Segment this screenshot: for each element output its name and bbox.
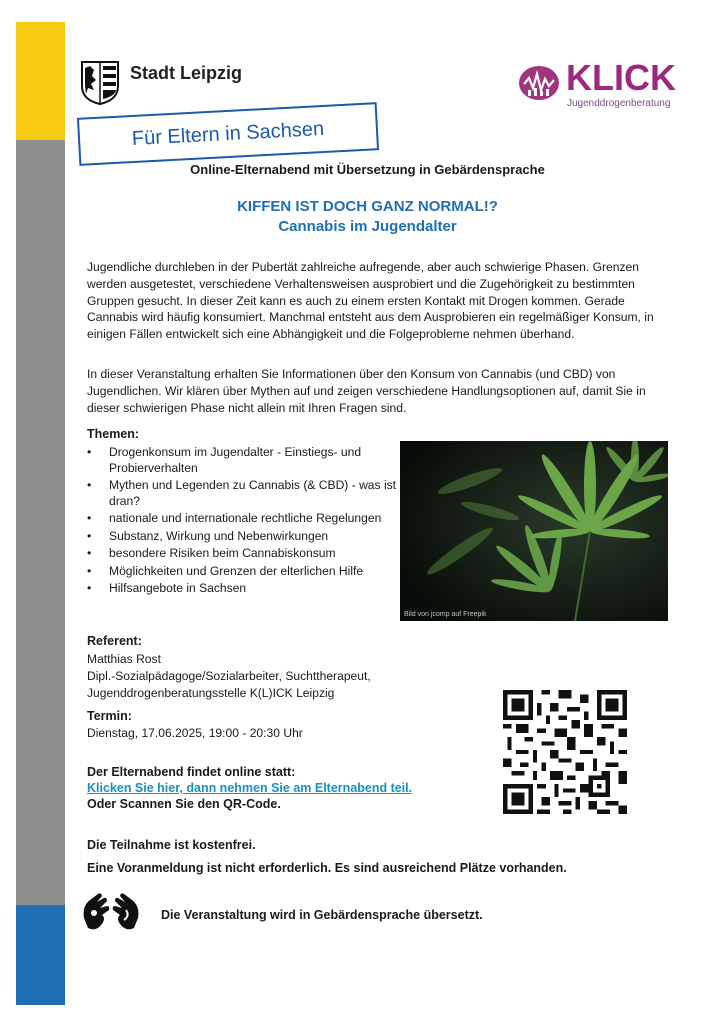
cannabis-photo [400,441,668,621]
qr-instruction: Oder Scannen Sie den QR-Code. [87,797,281,811]
list-item: • Möglichkeiten und Grenzen der elterlichen Hilfe [87,564,397,580]
registration-text: Eine Voranmeldung ist nicht erforderlich. Es sind ausreichend Plätze vorhanden. [87,861,567,875]
klick-logo-icon [518,64,560,102]
speaker-heading: Referent: [87,634,142,648]
list-item: • Hilfsangebote in Sachsen [87,581,397,597]
event-title-secondary: Cannabis im Jugendalter [278,218,457,235]
event-subtitle: Online-Elternabend mit Übersetzung in Gebärdensprache [190,162,545,177]
sign-language-notice: Die Veranstaltung wird in Gebärdensprache übersetzt. [161,908,483,922]
leipzig-coat-of-arms-icon [80,60,120,106]
cannabis-leaves-illustration [400,441,668,621]
speaker-organization: Jugenddrogenberatungsstelle K(L)ICK Leipzig [87,686,335,700]
info-paragraph: In dieser Veranstaltung erhalten Sie Informationen über den Konsum von Cannabis (und CBD) von Jugendlichen. Wir klären über Mythen auf und zeigen verschiedene Handlungsoptionen auf, damit Sie in dieser schwierigen Phase nicht allein mit Ihren Fragen sind. [87,367,646,415]
topics-heading: Themen: [87,427,140,441]
audience-stamp: Für Eltern in Sachsen [77,102,379,166]
city-name: Stadt Leipzig [130,63,242,83]
date-heading: Termin: [87,709,132,723]
list-item: • Mythen und Legenden zu Cannabis (& CBD) - was ist dran? [87,478,397,509]
free-participation-text: Die Teilnahme ist kostenfrei. [87,838,256,852]
date-value: Dienstag, 17.06.2025, 19:00 - 20:30 Uhr [87,726,303,740]
speaker-role: Dipl.-Sozialpädagoge/Sozialarbeiter, Suchttherapeut, [87,669,371,683]
sign-language-hands-icon [80,888,142,938]
klick-subtitle: Jugenddrogenberatung [567,98,671,109]
photo-credit: Bild von jcomp auf Freepik [404,611,487,618]
topics-list [87,445,397,599]
event-title: KIFFEN IST DOCH GANZ NORMAL!? [237,198,498,215]
list-item: • Drogenkonsum im Jugendalter - Einstiegs- und Probierverhalten [87,445,397,476]
speaker-name: Matthias Rost [87,652,161,666]
intro-paragraph: Jugendliche durchleben in der Pubertät zahlreiche aufregende, aber auch schwierige Phasen. Grenzen werden ausgetestet, verschiedene Verhaltensweisen ausprobiert und die Zugehörigkeit zu bestimmten Gruppen gesucht. In dieser Zeit kann es auch zu einem ersten Kontakt mit Drogen kommen. Gerade Cannabis wird häufig konsumiert. Manchmal entsteht aus dem Ausprobieren ein regelmäßiger Konsum, in einigen Fällen entwickelt sich eine Abhängigkeit und die Folgeprobleme nehmen überhand. [87,260,654,342]
online-heading: Der Elternabend findet online statt: [87,765,296,779]
list-item: • nationale und internationale rechtliche Regelungen [87,511,397,527]
side-stripe-gray [16,140,65,905]
list-item: • Substanz, Wirkung und Nebenwirkungen [87,529,397,545]
klick-brand-name: KLICK [566,57,676,98]
list-item: • besondere Risiken beim Cannabiskonsum [87,546,397,562]
join-event-link[interactable]: Klicken Sie hier, dann nehmen Sie am Elternabend teil. [87,781,413,795]
side-stripe-blue [16,905,65,1005]
qr-code[interactable] [503,690,627,814]
side-stripe-yellow [16,22,65,140]
